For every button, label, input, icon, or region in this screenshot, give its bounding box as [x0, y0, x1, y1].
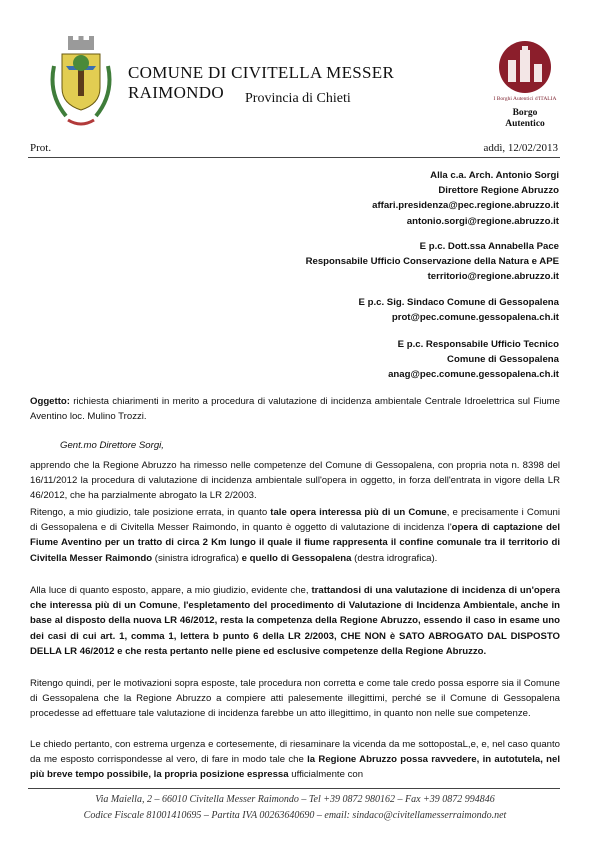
paragraph-text: apprendo che la Regione Abruzzo ha rimesso nelle competenze del Comune di Gessopalena, con propria nota n. 8398 del 16/11/2012 la procedura di valutazione di incidenza ambientale sull'opera in oggetto, in forza dell'entrata in vigore della LR 46/2012, che ha parzialmente abrogato la LR 2/2003. [30, 460, 560, 502]
paragraph-emphasis: trattandosi di una valutazione di incidenza di un'opera che interessa più di un Comune [30, 585, 561, 612]
paragraph-emphasis: la Regione Abruzzo possa ravvedere, in autotutela, nel più breve tempo possibile, la propria posizione espressa [30, 754, 561, 781]
paragraph-text: ufficialmente con [288, 769, 364, 781]
body-paragraph-2 [30, 505, 560, 566]
footer-divider [28, 788, 560, 789]
footer-address: Via Maiella, 2 – 66010 Civitella Messer Raimondo – Tel +39 0872 980162 – Fax +39 0872 994846 [95, 794, 495, 805]
subject-paragraph [30, 394, 560, 424]
province-subtitle: Provincia di Chieti [245, 91, 351, 106]
addressee-email[interactable]: affari.presidenza@pec.regione.abruzzo.it [372, 200, 559, 212]
paragraph-text: Le chiedo pertanto, con estrema urgenza e cortesemente, di riesaminare la vicenda da me sottopostaL,e, e, nel caso quanto da me esposto corrispondesse al vero, di fare in modo tale che [30, 739, 560, 766]
addressee-line: E p.c. Responsabile Ufficio Tecnico [397, 339, 559, 350]
addressee-line: Comune di Gessopalena [447, 354, 559, 366]
body-paragraph-5 [30, 737, 560, 783]
addressee-block [372, 168, 559, 229]
header-divider [28, 157, 560, 158]
paragraph-text: , e precisamente i Comuni di Gessopalena e di Civitella Messer Raimondo, in quanto è oggetto di valutazione di incidenza l' [30, 507, 560, 534]
borgo-label-line2: Autentico [505, 119, 545, 129]
borgo-autentico-label [492, 108, 558, 130]
subject-text: richiesta chiarimenti in merito a procedura di valutazione di incidenza ambientale Centrale Idroelettrica sul Fiume Aventino loc. Mulino Trozzi. [30, 396, 560, 423]
subject-label: Oggetto: [30, 396, 70, 407]
body-paragraph-4 [30, 676, 560, 722]
addressee-email[interactable]: anag@pec.comune.gessopalena.ch.it [388, 369, 559, 381]
paragraph-emphasis: l'espletamento del procedimento di Valutazione di Incidenza Ambientale, anche in base al disposto della nuova LR 46/2012, resta la competenza della Regione Abruzzo, essendo il caso in esame uno dei casi di cui art. 1, comma 1, lettera b punto 6 della LR 2/2003, CHE NON è SATO ABROGATO DAL DISPOSTO DELLA LR 46/2012 e che resta pertanto nelle piene ed esclusive competenze della Regione Abruzzo. [30, 600, 560, 657]
paragraph-text: (sinistra idrografica) [152, 552, 242, 564]
addressee-block [388, 337, 559, 383]
document-date: addì, 12/02/2013 [483, 142, 558, 154]
municipal-crest-icon [46, 36, 116, 134]
addressee-line: Alla c.a. Arch. Antonio Sorgi [430, 170, 559, 181]
borgo-label-line1: Borgo [512, 108, 538, 118]
paragraph-text: (destra idrografica). [351, 552, 438, 564]
body-paragraph-3 [30, 583, 560, 659]
paragraph-emphasis: opera di captazione del Fiume Aventino per un tratto di circa 2 Km lungo il quale il fiume rappresenta il confine comunale tra il territorio di Civitella Messer Raimondo [30, 522, 561, 564]
addressee-email[interactable]: territorio@regione.abruzzo.it [427, 271, 559, 283]
addressee-email[interactable]: prot@pec.comune.gessopalena.ch.it [391, 312, 559, 324]
addressee-block [306, 239, 559, 285]
paragraph-emphasis: tale opera interessa più di un Comune [270, 507, 447, 518]
protocol-label: Prot. [30, 142, 52, 154]
footer-fiscal-info: Codice Fiscale 81001410695 – Partita IVA 00263640690 – email: sindaco@civitellamesserraimondo.net [83, 810, 507, 821]
addressee-block [359, 295, 559, 325]
paragraph-emphasis: e quello di Gessopalena [241, 552, 352, 564]
addressee-email[interactable]: antonio.sorgi@regione.abruzzo.it [406, 215, 559, 227]
addressee-line: Responsabile Ufficio Conservazione della Natura e APE [305, 256, 559, 268]
paragraph-text: Ritengo quindi, per le motivazioni sopra esposte, tale procedura non corretta e come tale credo possa esporre sia il Comune di Gessopalena che la Regione Abruzzo a compiere atti palesemente illegittimi, perché se il Comune di Gessopalena procedesse ad effettuare tale valutazione di incidenza farebbe un atto illegittimo, in quanto non nelle sue competenze. [30, 678, 560, 720]
paragraph-text: , [177, 600, 184, 612]
salutation: Gent.mo Direttore Sorgi, [60, 440, 164, 451]
addressee-line: E p.c. Sig. Sindaco Comune di Gessopalena [358, 297, 559, 308]
borghi-logo-caption: I Borghi Autentici d'ITALIA [493, 96, 557, 102]
paragraph-text: Alla luce di quanto esposto, appare, a mio giudizio, evidente che, [30, 585, 312, 596]
paragraph-text: Ritengo, a mio giudizio, tale posizione errata, in quanto [30, 507, 271, 518]
page-title: COMUNE DI CIVITELLA MESSER RAIMONDO [128, 63, 395, 102]
addressee-line: E p.c. Dott.ssa Annabella Pace [419, 241, 559, 252]
borghi-autentici-logo-icon [492, 38, 558, 96]
addressee-line: Direttore Regione Abruzzo [438, 185, 559, 197]
body-paragraph-1 [30, 458, 560, 504]
